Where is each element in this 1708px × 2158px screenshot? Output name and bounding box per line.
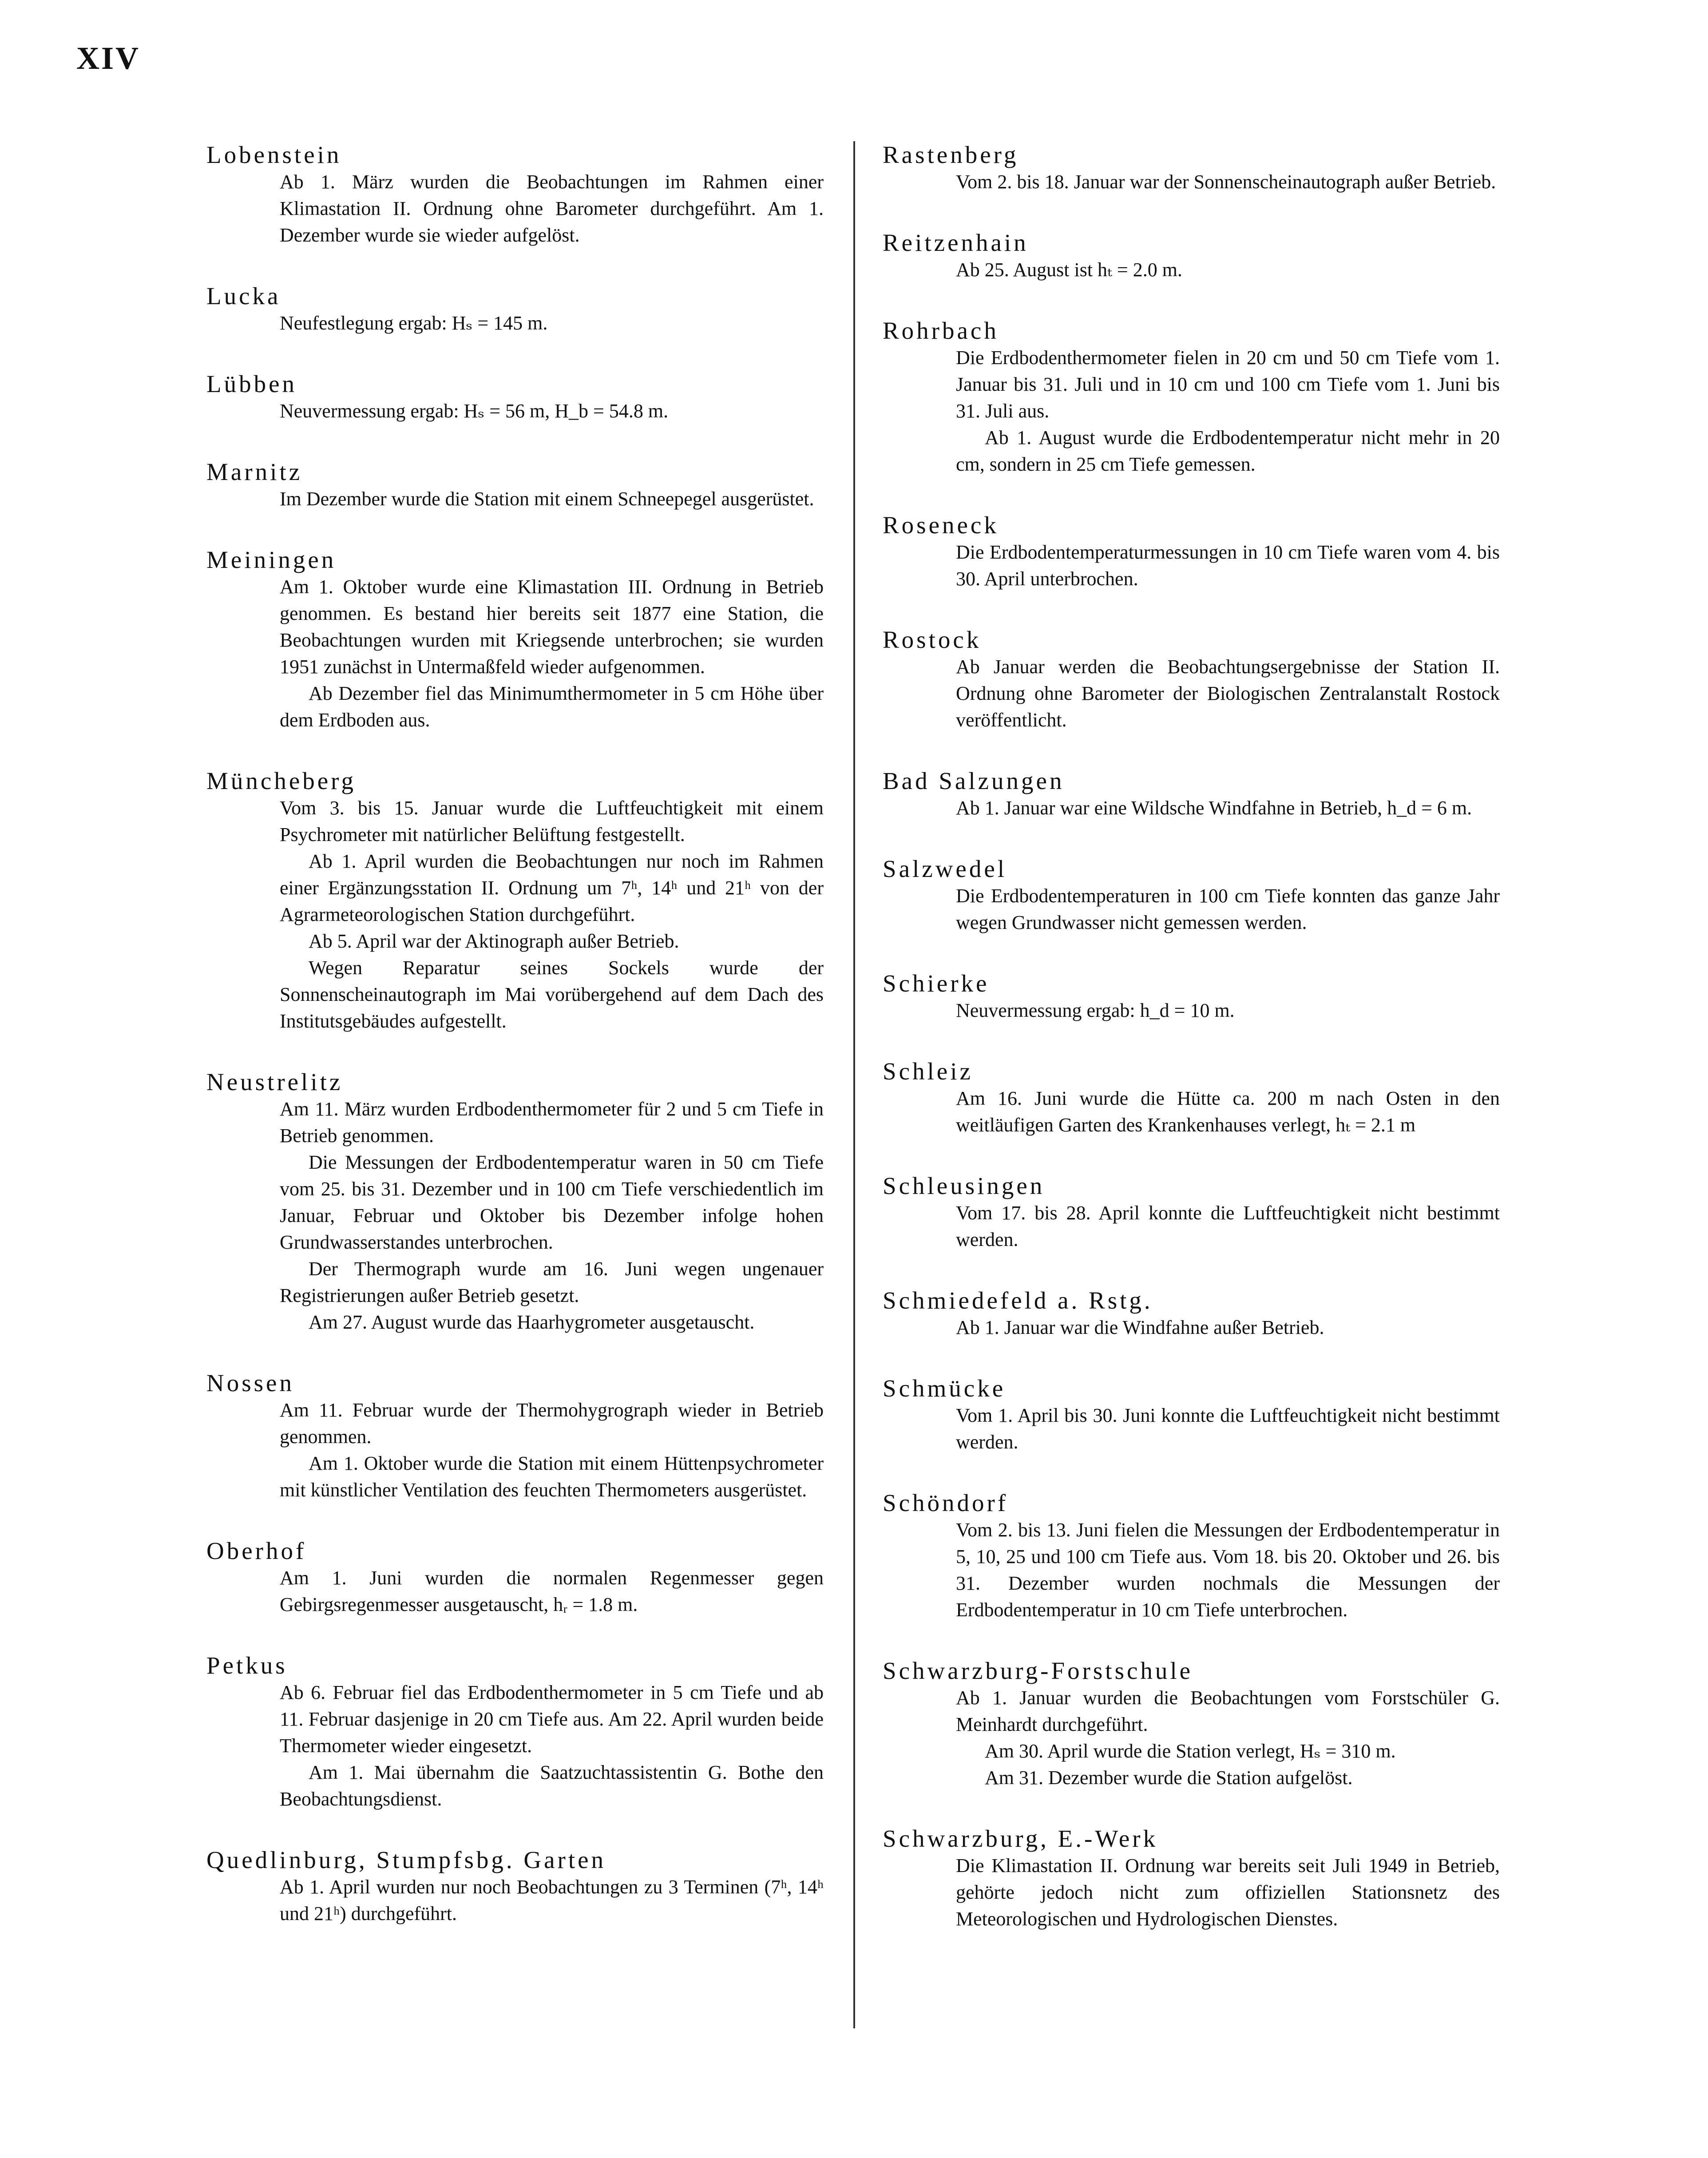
- station-name: Neustrelitz: [206, 1068, 343, 1095]
- station-name: Bad Salzungen: [883, 767, 1065, 794]
- station-entry: [883, 970, 1500, 1024]
- station-entry: [883, 1375, 1500, 1456]
- note-paragraph: Vom 2. bis 13. Juni fielen die Messungen der Erdbodentemperatur in 5, 10, 25 und 100 cm Tiefe aus. Vom 18. bis 20. Oktober und 26. bis 31. Dezember wurden nochmals die Messungen der Erdbodentemperatur in 10 cm Tiefe unterbrochen.: [956, 1519, 1500, 1621]
- station-entry: [883, 1172, 1500, 1253]
- station-notes: [280, 1874, 824, 1927]
- note-paragraph: Die Erdbodenthermometer fielen in 20 cm und 50 cm Tiefe vom 1. Januar bis 31. Juli und in 10 cm und 100 cm Tiefe vom 1. Juni bis 31. Juli aus.: [956, 347, 1500, 422]
- station-name: Salzwedel: [883, 855, 1007, 882]
- station-name: Lucka: [206, 282, 281, 309]
- station-entry: [206, 370, 824, 424]
- note-paragraph: Am 31. Dezember wurde die Station aufgelöst.: [985, 1767, 1353, 1789]
- note-paragraph: Ab 1. März wurden die Beobachtungen im Rahmen einer Klimastation II. Ordnung ohne Barometer durchgeführt. Am 1. Dezember wurde sie wieder aufgelöst.: [280, 171, 824, 246]
- station-entry: [883, 1657, 1500, 1791]
- station-name: Schwarzburg-Forstschule: [883, 1657, 1193, 1684]
- note-paragraph: Ab 25. August ist hₜ = 2.0 m.: [956, 259, 1182, 281]
- note-paragraph: Ab 1. August wurde die Erdbodentemperatur nicht mehr in 20 cm, sondern in 25 cm Tiefe gemessen.: [956, 427, 1500, 475]
- note-paragraph: Vom 17. bis 28. April konnte die Luftfeuchtigkeit nicht bestimmt werden.: [956, 1202, 1500, 1250]
- station-notes: [956, 1085, 1500, 1139]
- note-paragraph: Ab 1. Januar war eine Wildsche Windfahne in Betrieb, h_d = 6 m.: [956, 797, 1472, 819]
- station-name: Rostock: [883, 626, 982, 653]
- note-paragraph: Der Thermograph wurde am 16. Juni wegen ungenauer Registrierungen außer Betrieb gesetzt.: [280, 1258, 824, 1306]
- left-column: [206, 141, 824, 1961]
- note-paragraph: Vom 3. bis 15. Januar wurde die Luftfeuchtigkeit mit einem Psychrometer mit natürlicher Belüftung festgestellt.: [280, 797, 824, 845]
- note-paragraph: Am 30. April wurde die Station verlegt, Hₛ = 310 m.: [985, 1740, 1396, 1762]
- note-paragraph: Am 1. Mai übernahm die Saatzuchtassistentin G. Bothe den Beobachtungsdienst.: [280, 1761, 824, 1810]
- station-name: Müncheberg: [206, 767, 356, 794]
- note-paragraph: Ab Januar werden die Beobachtungsergebnisse der Station II. Ordnung ohne Barometer der Biologischen Zentralanstalt Rostock veröffentlicht.: [956, 656, 1500, 731]
- station-notes: [280, 1397, 824, 1503]
- station-notes: [956, 883, 1500, 936]
- station-notes: [956, 1685, 1500, 1791]
- station-name: Quedlinburg, Stumpfsbg. Garten: [206, 1846, 606, 1873]
- station-notes: [280, 1565, 824, 1618]
- station-name: Rohrbach: [883, 317, 999, 344]
- note-paragraph: Am 11. März wurden Erdbodenthermometer für 2 und 5 cm Tiefe in Betrieb genommen.: [280, 1098, 824, 1146]
- station-name: Oberhof: [206, 1537, 307, 1564]
- station-name: Lobenstein: [206, 141, 342, 168]
- note-paragraph: Ab 1. April wurden nur noch Beobachtungen zu 3 Terminen (7ʰ, 14ʰ und 21ʰ) durchgeführt.: [280, 1876, 824, 1924]
- station-entry: [206, 458, 824, 512]
- station-entry: [206, 1537, 824, 1618]
- station-notes: [956, 1314, 1500, 1341]
- station-name: Schwarzburg, E.-Werk: [883, 1825, 1158, 1852]
- station-notes: [956, 539, 1500, 592]
- note-paragraph: Neuvermessung ergab: h_d = 10 m.: [956, 1000, 1235, 1021]
- note-paragraph: Wegen Reparatur seines Sockels wurde der Sonnenscheinautograph im Mai vorübergehend auf dem Dach des Institutsgebäudes aufgestellt.: [280, 957, 824, 1032]
- station-notes: [956, 654, 1500, 734]
- station-name: Schleusingen: [883, 1172, 1045, 1199]
- station-entry: [883, 855, 1500, 936]
- station-name: Marnitz: [206, 458, 303, 485]
- note-paragraph: Ab 1. Januar war die Windfahne außer Betrieb.: [956, 1317, 1324, 1338]
- note-paragraph: Die Klimastation II. Ordnung war bereits seit Juli 1949 in Betrieb, gehörte jedoch nicht zum offiziellen Stationsnetz des Meteorologischen und Hydrologischen Dienstes.: [956, 1855, 1500, 1930]
- station-name: Schmücke: [883, 1375, 1006, 1402]
- station-entry: [883, 317, 1500, 478]
- right-column: [883, 141, 1500, 1966]
- station-name: Schmiedefeld a. Rstg.: [883, 1287, 1153, 1314]
- station-notes: [280, 169, 824, 249]
- station-notes: [956, 1517, 1500, 1623]
- station-notes: [280, 486, 824, 512]
- note-paragraph: Die Erdbodentemperaturen in 100 cm Tiefe konnten das ganze Jahr wegen Grundwasser nicht gemessen werden.: [956, 885, 1500, 933]
- station-notes: [280, 1096, 824, 1336]
- note-paragraph: Am 16. Juni wurde die Hütte ca. 200 m nach Osten in den weitläufigen Garten des Krankenhauses verlegt, hₜ = 2.1 m: [956, 1087, 1500, 1136]
- station-name: Reitzenhain: [883, 229, 1029, 256]
- note-paragraph: Ab 5. April war der Aktinograph außer Betrieb.: [309, 930, 679, 952]
- station-notes: [956, 345, 1500, 478]
- note-paragraph: Am 1. Juni wurden die normalen Regenmesser gegen Gebirgsregenmesser ausgetauscht, hᵣ = 1.8 m.: [280, 1567, 824, 1615]
- station-notes: [280, 1679, 824, 1813]
- note-paragraph: Ab 1. Januar wurden die Beobachtungen vom Forstschüler G. Meinhardt durchgeführt.: [956, 1687, 1500, 1735]
- station-notes: [280, 795, 824, 1035]
- station-notes: [956, 1200, 1500, 1253]
- station-notes: [956, 169, 1500, 195]
- station-entry: [883, 1058, 1500, 1139]
- station-notes: [956, 1402, 1500, 1456]
- station-entry: [206, 282, 824, 337]
- station-notes: [956, 997, 1500, 1024]
- station-name: Rastenberg: [883, 141, 1019, 168]
- station-entry: [883, 512, 1500, 592]
- station-name: Petkus: [206, 1652, 288, 1679]
- note-paragraph: Ab 6. Februar fiel das Erdbodenthermometer in 5 cm Tiefe und ab 11. Februar dasjenige in 20 cm Tiefe aus. Am 22. April wurden beide Thermometer wieder eingesetzt.: [280, 1682, 824, 1757]
- note-paragraph: Die Erdbodentemperaturmessungen in 10 cm Tiefe waren vom 4. bis 30. April unterbrochen.: [956, 541, 1500, 590]
- station-entry: [206, 1652, 824, 1813]
- column-divider: [853, 141, 855, 2028]
- station-name: Schöndorf: [883, 1489, 1009, 1516]
- note-paragraph: Am 1. Oktober wurde die Station mit einem Hüttenpsychrometer mit künstlicher Ventilation des feuchten Thermometers ausgerüstet.: [280, 1452, 824, 1501]
- station-entry: [206, 546, 824, 734]
- station-entry: [206, 1846, 824, 1927]
- station-entry: [883, 1825, 1500, 1932]
- note-paragraph: Vom 2. bis 18. Januar war der Sonnenscheinautograph außer Betrieb.: [956, 171, 1496, 193]
- station-name: Meiningen: [206, 546, 337, 573]
- station-entry: [883, 767, 1500, 821]
- station-entry: [206, 1068, 824, 1336]
- station-entry: [883, 1489, 1500, 1623]
- station-notes: [280, 574, 824, 734]
- station-notes: [956, 1853, 1500, 1932]
- station-entry: [883, 626, 1500, 734]
- station-entry: [883, 229, 1500, 283]
- station-entry: [206, 141, 824, 249]
- note-paragraph: Am 27. August wurde das Haarhygrometer ausgetauscht.: [309, 1311, 755, 1333]
- station-notes: [956, 795, 1500, 821]
- station-entry: [883, 1287, 1500, 1341]
- station-entry: [206, 1369, 824, 1503]
- note-paragraph: Neufestlegung ergab: Hₛ = 145 m.: [280, 312, 548, 334]
- station-entry: [206, 767, 824, 1035]
- note-paragraph: Die Messungen der Erdbodentemperatur waren in 50 cm Tiefe vom 25. bis 31. Dezember und in 100 cm Tiefe verschiedentlich im Januar, Februar und Oktober bis Dezember infolge hohen Grundwasserstandes unterbrochen.: [280, 1151, 824, 1253]
- station-notes: [956, 257, 1500, 283]
- note-paragraph: Am 1. Oktober wurde eine Klimastation III. Ordnung in Betrieb genommen. Es bestand hier bereits seit 1877 eine Station, die Beobachtungen wurden mit Kriegsende unterbrochen; sie wurden 1951 zunächst in Untermaßfeld wieder aufgenommen.: [280, 576, 824, 678]
- station-name: Roseneck: [883, 512, 999, 539]
- station-notes: [280, 398, 824, 424]
- note-paragraph: Neuvermessung ergab: Hₛ = 56 m, H_b = 54.8 m.: [280, 400, 669, 422]
- station-name: Nossen: [206, 1369, 294, 1396]
- station-name: Lübben: [206, 370, 297, 397]
- page-number: XIV: [76, 40, 141, 76]
- station-name: Schleiz: [883, 1058, 973, 1085]
- note-paragraph: Im Dezember wurde die Station mit einem Schneepegel ausgerüstet.: [280, 488, 814, 510]
- station-notes: [280, 310, 824, 337]
- note-paragraph: Ab 1. April wurden die Beobachtungen nur noch im Rahmen einer Ergänzungsstation II. Ordnung um 7ʰ, 14ʰ und 21ʰ von der Agrarmeteorologischen Station durchgeführt.: [280, 850, 824, 925]
- note-paragraph: Vom 1. April bis 30. Juni konnte die Luftfeuchtigkeit nicht bestimmt werden.: [956, 1404, 1500, 1453]
- station-name: Schierke: [883, 970, 990, 997]
- note-paragraph: Am 11. Februar wurde der Thermohygrograph wieder in Betrieb genommen.: [280, 1399, 824, 1448]
- station-entry: [883, 141, 1500, 195]
- note-paragraph: Ab Dezember fiel das Minimumthermometer in 5 cm Höhe über dem Erdboden aus.: [280, 682, 824, 731]
